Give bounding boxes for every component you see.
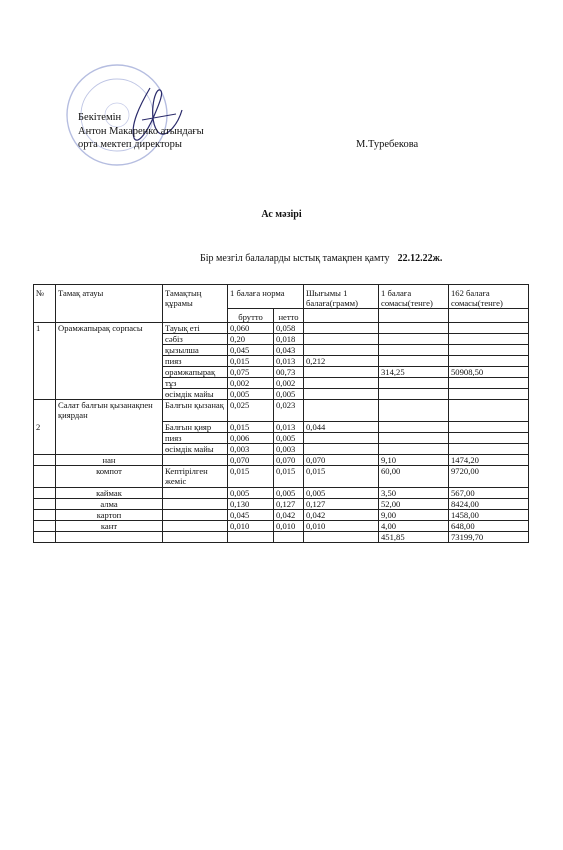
header-norm: 1 балаға норма bbox=[228, 285, 304, 309]
cell-comp: пияз bbox=[163, 433, 228, 444]
cell-netto: 0,058 bbox=[274, 323, 304, 334]
subtitle-text: Бір мезгіл балаларды ыстық тамақпен қамту bbox=[200, 253, 390, 264]
cell-brutto: 0,010 bbox=[228, 521, 274, 532]
table-row bbox=[34, 400, 529, 422]
total-cost1: 451,85 bbox=[379, 532, 449, 543]
cell-comp: сәбіз bbox=[163, 334, 228, 345]
cell-comp: Кептірілген жеміс bbox=[163, 466, 228, 488]
document-subtitle bbox=[200, 253, 442, 264]
cell-output bbox=[304, 444, 379, 455]
cell-brutto: 0,005 bbox=[228, 389, 274, 400]
cell-num: 2 bbox=[34, 400, 56, 455]
cell-cost1 bbox=[379, 334, 449, 345]
cell-comp: өсімдік майы bbox=[163, 444, 228, 455]
cell-netto: 0,005 bbox=[274, 433, 304, 444]
cell-cost162: 1458,00 bbox=[449, 510, 529, 521]
cell-empty bbox=[34, 532, 56, 543]
approval-line: орта мектеп директоры bbox=[78, 139, 182, 150]
cell-output bbox=[304, 389, 379, 400]
cell-dish: нан bbox=[56, 455, 163, 466]
cell-netto: 0,127 bbox=[274, 499, 304, 510]
cell-brutto: 0,002 bbox=[228, 378, 274, 389]
cell-netto: 0,005 bbox=[274, 389, 304, 400]
director-name: М.Туребекова bbox=[356, 139, 419, 150]
cell-output bbox=[304, 433, 379, 444]
document-date: 22.12.22ж. bbox=[397, 253, 443, 264]
cell-comp bbox=[163, 455, 228, 466]
header-num: № bbox=[34, 285, 56, 323]
cell-dish: Салат балғын қызанақпен қиярдан bbox=[56, 400, 163, 455]
cell-brutto: 0,025 bbox=[228, 400, 274, 422]
cell-netto: 0,002 bbox=[274, 378, 304, 389]
header-netto: нетто bbox=[274, 309, 304, 323]
cell-cost1 bbox=[379, 389, 449, 400]
cell-brutto: 0,045 bbox=[228, 510, 274, 521]
cell-output bbox=[304, 334, 379, 345]
header-dish: Тамақ атауы bbox=[56, 285, 163, 323]
cell-cost162 bbox=[449, 378, 529, 389]
cell-brutto: 0,060 bbox=[228, 323, 274, 334]
approval-line: Бекітемін bbox=[78, 112, 122, 123]
cell-output: 0,015 bbox=[304, 466, 379, 488]
cell-output bbox=[304, 345, 379, 356]
cell-output: 0,070 bbox=[304, 455, 379, 466]
menu-table-body bbox=[34, 323, 529, 543]
cell-brutto: 0,045 bbox=[228, 345, 274, 356]
cell-cost162 bbox=[449, 422, 529, 433]
cell-num bbox=[34, 488, 56, 499]
cell-brutto: 0,015 bbox=[228, 466, 274, 488]
cell-cost1: 4,00 bbox=[379, 521, 449, 532]
header-output: Шығымы 1 балаға(грамм) bbox=[304, 285, 379, 309]
cell-cost162 bbox=[449, 400, 529, 422]
cell-output: 0,010 bbox=[304, 521, 379, 532]
table-row bbox=[34, 510, 529, 521]
table-row bbox=[34, 521, 529, 532]
cell-netto: 0,013 bbox=[274, 356, 304, 367]
cell-cost1: 9,10 bbox=[379, 455, 449, 466]
table-row bbox=[34, 499, 529, 510]
cell-num bbox=[34, 455, 56, 466]
cell-netto: 0,023 bbox=[274, 400, 304, 422]
cell-brutto: 0,003 bbox=[228, 444, 274, 455]
header-brutto: брутто bbox=[228, 309, 274, 323]
cell-comp: Тауық еті bbox=[163, 323, 228, 334]
cell-cost162: 1474,20 bbox=[449, 455, 529, 466]
header-cost-one: 1 балаға сомасы(тенге) bbox=[379, 285, 449, 309]
cell-brutto: 0,070 bbox=[228, 455, 274, 466]
table-row bbox=[34, 323, 529, 334]
cell-output bbox=[304, 378, 379, 389]
cell-dish: каймак bbox=[56, 488, 163, 499]
cell-netto: 0,070 bbox=[274, 455, 304, 466]
document-title: Ас мәзірі bbox=[261, 209, 302, 220]
cell-num bbox=[34, 499, 56, 510]
cell-brutto: 0,015 bbox=[228, 422, 274, 433]
cell-num: 1 bbox=[34, 323, 56, 400]
cell-cost1: 9,00 bbox=[379, 510, 449, 521]
cell-cost162: 648,00 bbox=[449, 521, 529, 532]
cell-empty bbox=[56, 532, 163, 543]
cell-cost1 bbox=[379, 323, 449, 334]
cell-netto: 0,042 bbox=[274, 510, 304, 521]
header-cost-total: 162 балаға сомасы(тенге) bbox=[449, 285, 529, 309]
cell-cost162: 8424,00 bbox=[449, 499, 529, 510]
cell-empty bbox=[274, 532, 304, 543]
cell-comp: пияз bbox=[163, 356, 228, 367]
cell-comp: өсімдік майы bbox=[163, 389, 228, 400]
cell-brutto: 0,005 bbox=[228, 488, 274, 499]
menu-table bbox=[33, 284, 529, 543]
header-composition: Тамақтың құрамы bbox=[163, 285, 228, 323]
cell-cost162 bbox=[449, 334, 529, 345]
cell-cost162: 567,00 bbox=[449, 488, 529, 499]
cell-netto: 0,015 bbox=[274, 466, 304, 488]
cell-empty bbox=[304, 532, 379, 543]
header-empty bbox=[379, 309, 449, 323]
cell-cost1 bbox=[379, 433, 449, 444]
cell-cost1: 3,50 bbox=[379, 488, 449, 499]
cell-output: 0,042 bbox=[304, 510, 379, 521]
cell-output: 0,044 bbox=[304, 422, 379, 433]
cell-comp: Балғын қияр bbox=[163, 422, 228, 433]
cell-brutto: 0,130 bbox=[228, 499, 274, 510]
cell-netto: 0,005 bbox=[274, 488, 304, 499]
header-empty bbox=[449, 309, 529, 323]
cell-cost162 bbox=[449, 444, 529, 455]
cell-dish: кант bbox=[56, 521, 163, 532]
cell-output bbox=[304, 323, 379, 334]
cell-brutto: 0,006 bbox=[228, 433, 274, 444]
cell-comp: Балғын қызанақ bbox=[163, 400, 228, 422]
approval-block bbox=[78, 111, 204, 152]
cell-comp bbox=[163, 510, 228, 521]
cell-num bbox=[34, 521, 56, 532]
table-row bbox=[34, 455, 529, 466]
cell-cost162 bbox=[449, 323, 529, 334]
cell-cost1 bbox=[379, 356, 449, 367]
cell-output: 0,212 bbox=[304, 356, 379, 367]
cell-cost162 bbox=[449, 345, 529, 356]
table-row bbox=[34, 466, 529, 488]
cell-dish: Орамжапырақ сорпасы bbox=[56, 323, 163, 400]
cell-cost1: 314,25 bbox=[379, 367, 449, 378]
cell-cost162: 50908,50 bbox=[449, 367, 529, 378]
cell-cost1 bbox=[379, 378, 449, 389]
cell-cost162 bbox=[449, 356, 529, 367]
cell-output: 0,127 bbox=[304, 499, 379, 510]
cell-comp bbox=[163, 521, 228, 532]
cell-netto: 0,043 bbox=[274, 345, 304, 356]
cell-output bbox=[304, 367, 379, 378]
cell-comp: орамжапырақ bbox=[163, 367, 228, 378]
cell-comp bbox=[163, 499, 228, 510]
table-total-row bbox=[34, 532, 529, 543]
cell-brutto: 0,075 bbox=[228, 367, 274, 378]
cell-dish: компот bbox=[56, 466, 163, 488]
cell-num bbox=[34, 466, 56, 488]
table-row bbox=[34, 488, 529, 499]
cell-empty bbox=[163, 532, 228, 543]
cell-comp bbox=[163, 488, 228, 499]
cell-netto: 0,010 bbox=[274, 521, 304, 532]
cell-dish: картоп bbox=[56, 510, 163, 521]
cell-brutto: 0,015 bbox=[228, 356, 274, 367]
cell-netto: 00,73 bbox=[274, 367, 304, 378]
cell-cost162: 9720,00 bbox=[449, 466, 529, 488]
cell-brutto: 0,20 bbox=[228, 334, 274, 345]
total-cost162: 73199,70 bbox=[449, 532, 529, 543]
cell-output: 0,005 bbox=[304, 488, 379, 499]
cell-cost1: 60,00 bbox=[379, 466, 449, 488]
cell-comp: тұз bbox=[163, 378, 228, 389]
cell-cost1 bbox=[379, 345, 449, 356]
cell-num bbox=[34, 510, 56, 521]
cell-cost1 bbox=[379, 444, 449, 455]
approval-line: Антон Макаренко атындағы bbox=[78, 125, 204, 137]
cell-cost1 bbox=[379, 400, 449, 422]
cell-dish: алма bbox=[56, 499, 163, 510]
cell-cost162 bbox=[449, 433, 529, 444]
cell-netto: 0,018 bbox=[274, 334, 304, 345]
header-empty bbox=[304, 309, 379, 323]
cell-netto: 0,003 bbox=[274, 444, 304, 455]
cell-cost1 bbox=[379, 422, 449, 433]
cell-empty bbox=[228, 532, 274, 543]
cell-output bbox=[304, 400, 379, 422]
cell-netto: 0,013 bbox=[274, 422, 304, 433]
cell-cost162 bbox=[449, 389, 529, 400]
cell-comp: қызылша bbox=[163, 345, 228, 356]
cell-cost1: 52,00 bbox=[379, 499, 449, 510]
